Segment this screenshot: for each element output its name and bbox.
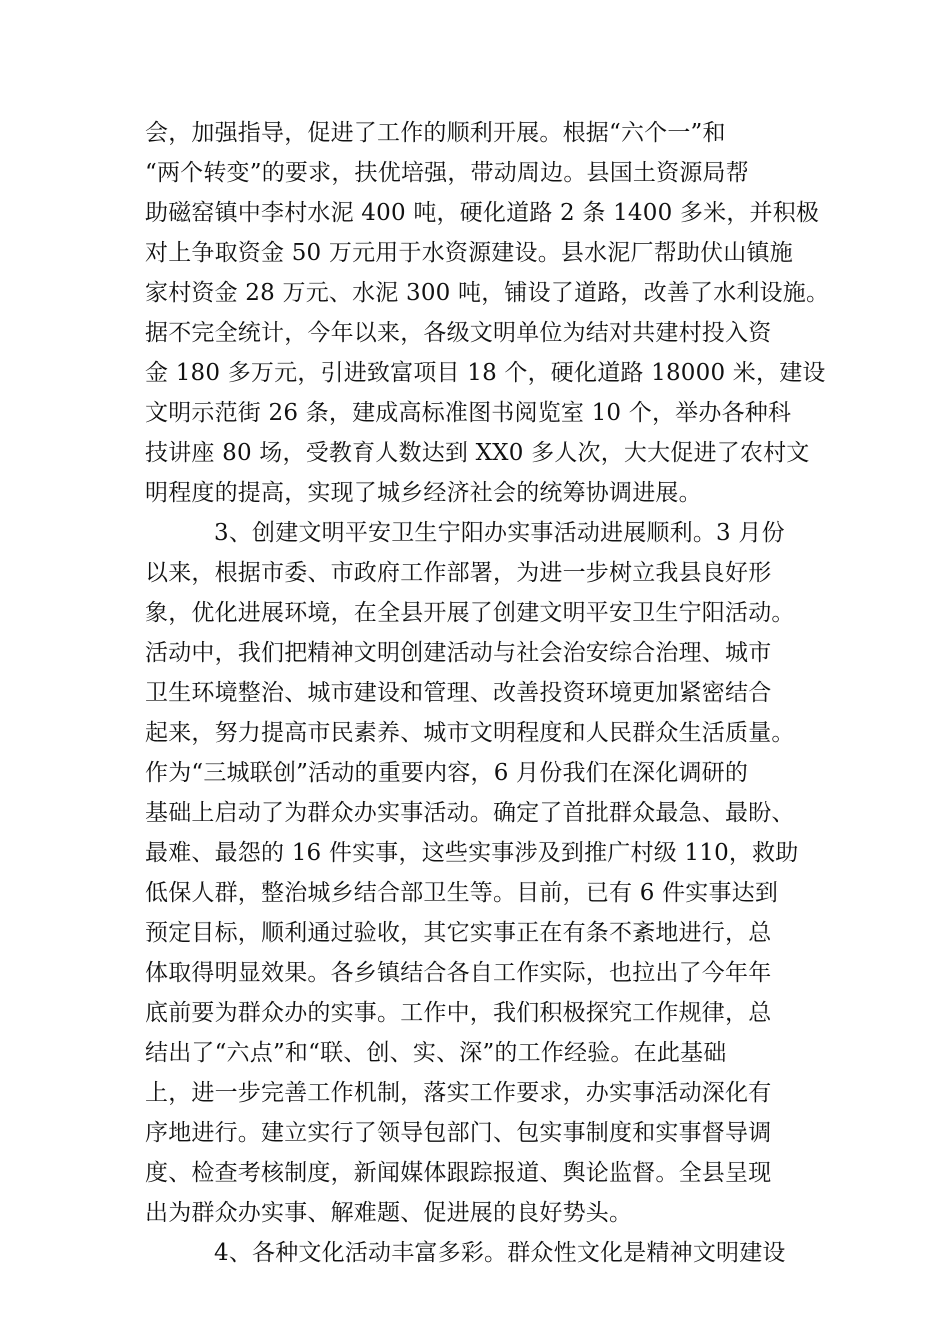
text-line: 据不完全统计，今年以来，各级文明单位为结对共建村投入资 [145,320,772,346]
text-line: 底前要为群众办的实事。工作中，我们积极探究工作规律，总 [145,1000,772,1026]
text-line: 出为群众办实事、解难题、促进展的良好势头。 [145,1200,633,1226]
paragraph-heading-3: 3、创建文明平安卫生宁阳办实事活动进展顺利。3 月份 [214,520,785,546]
text-line: 象，优化进展环境，在全县开展了创建文明平安卫生宁阳活动。 [145,600,795,626]
text-line: 文明示范街 26 条，建成高标准图书阅览室 10 个，举办各种科 [145,400,792,426]
text-line: 卫生环境整治、城市建设和管理、改善投资环境更加紧密结合 [145,680,772,706]
text-line: 上，进一步完善工作机制，落实工作要求，办实事活动深化有 [145,1080,772,1106]
text-line: 对上争取资金 50 万元用于水资源建设。县水泥厂帮助伏山镇施 [145,240,793,266]
text-line: 基础上启动了为群众办实事活动。确定了首批群众最急、最盼、 [145,800,795,826]
paragraph-heading-4: 4、各种文化活动丰富多彩。群众性文化是精神文明建设 [214,1240,786,1266]
text-line: 结出了“六点”和“联、创、实、深”的工作经验。在此基础 [145,1040,727,1066]
text-line: 度、检查考核制度，新闻媒体跟踪报道、舆论监督。全县呈现 [145,1160,772,1186]
text-line: 活动中，我们把精神文明创建活动与社会治安综合治理、城市 [145,640,772,666]
text-line: 技讲座 80 场，受教育人数达到 XX0 多人次，大大促进了农村文 [145,440,810,466]
text-line: 序地进行。建立实行了领导包部门、包实事制度和实事督导调 [145,1120,772,1146]
text-line: 以来，根据市委、市政府工作部署，为进一步树立我县良好形 [145,560,772,586]
text-line: 助磁窑镇中李村水泥 400 吨，硬化道路 2 条 1400 多米，并积极 [145,200,820,226]
text-line: 明程度的提高，实现了城乡经济社会的统筹协调进展。 [145,480,702,506]
text-line: “两个转变”的要求，扶优培强，带动周边。县国土资源局帮 [145,160,749,186]
text-line: 家村资金 28 万元、水泥 300 吨，铺设了道路，改善了水利设施。 [145,280,830,306]
text-line: 作为“三城联创”活动的重要内容，6 月份我们在深化调研的 [145,760,749,786]
text-line: 会，加强指导，促进了工作的顺利开展。根据“六个一”和 [145,120,726,146]
text-line: 预定目标，顺利通过验收，其它实事正在有条不紊地进行，总 [145,920,772,946]
text-line: 体取得明显效果。各乡镇结合各自工作实际，也拉出了今年年 [145,960,772,986]
text-line: 最难、最怨的 16 件实事，这些实事涉及到推广村级 110，救助 [145,840,799,866]
text-line: 起来，努力提高市民素养、城市文明程度和人民群众生活质量。 [145,720,795,746]
text-line: 低保人群，整治城乡结合部卫生等。目前，已有 6 件实事达到 [145,880,779,906]
text-line: 金 180 多万元，引进致富项目 18 个，硬化道路 18000 米，建设 [145,360,826,386]
